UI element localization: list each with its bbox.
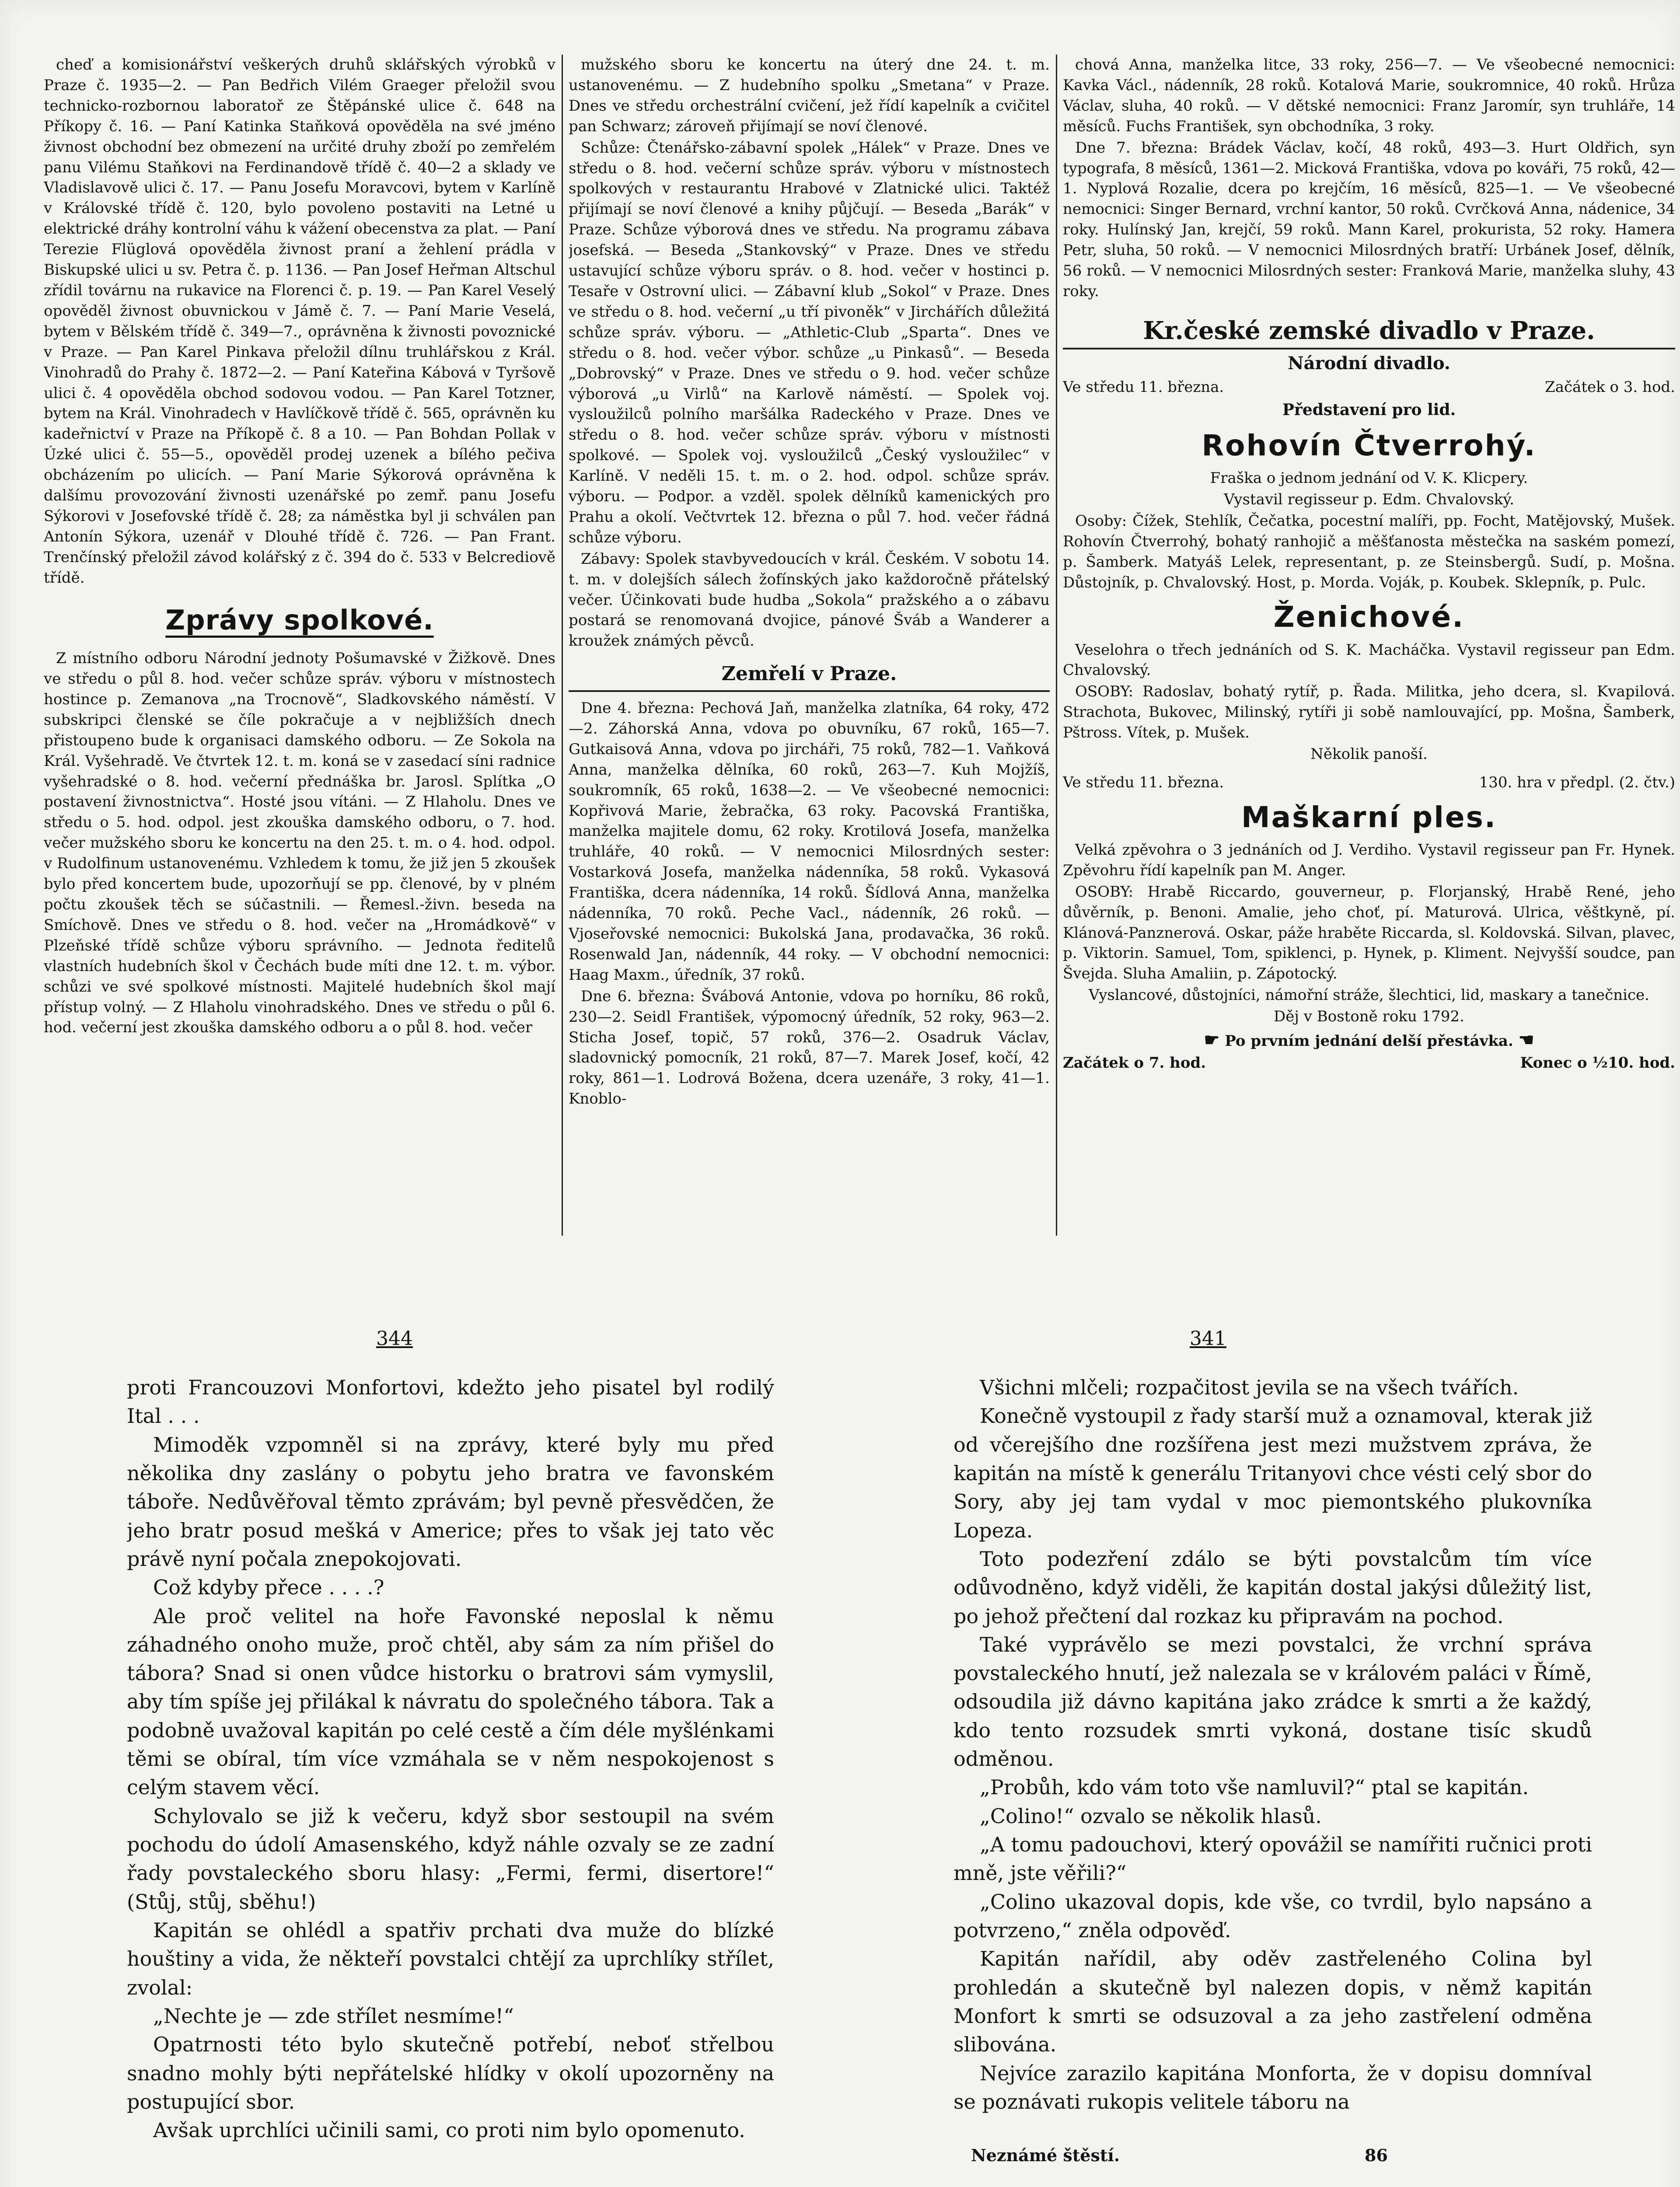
meetings-text: Schůze: Čtenářsko-zábavní spolek „Hálek“ v Praze. Dnes ve středu o 8. hod. večerní schůze správ. výboru v místnostech spolkových v restaurantu Hrabové v Zlatnické ulici. Taktéž přijímají se noví členové a knihy půjčují. — Beseda „Barák“ v Praze. Schůze výborová dnes ve středu. Na programu zábava josefská. — Beseda „Stankovský“ v Praze. Dnes ve středu ustavující schůze výboru správ. o 8. hod. večer v hostinci p. Tesaře v Ostrovní ulici. — Zábavní klub „Sokol“ v Praze. Dnes ve středu o 8. hod. večerní „u tří pivoněk“ v Jirchářích důležitá schůze správ. výboru. — „Athletic-Club „Sparta“. Dnes ve středu o 8. hod. večer výbor. schůze „u Pinkasů“. — Beseda „Dobrovský“ v Praze. Dnes ve středu o 9. hod. večer schůze výborová „u Virlů“ na Karlově náměstí. — Spolek voj. vysloužilců polního maršálka Radeckého v Praze. Dnes ve středu o 8. hod. večer schůze správ. výboru v místnosti spolkové. — Spolek voj. vysloužilců „Český vysloužilec“ v Karlíně. V neděli 15. t. m. o 2. hod. odpol. schůze správ. výboru. — Podpor. a vzděl. spolek dělníků kamenických pro Prahu a okolí. Večtvrtek 12. března o půl 7. hod. večer řádná schůze výboru. bbox=[569, 139, 1050, 546]
play-1-line: Fraška o jednom jednání od V. K. Klicpery. bbox=[1210, 469, 1528, 487]
pointing-hand-icon: ☚ bbox=[1518, 1030, 1534, 1051]
page-number-right: 341 bbox=[1190, 1328, 1226, 1350]
play-1-line: Vystavil regisseur p. Edm. Chvalovský. bbox=[1224, 490, 1514, 508]
performance-date-row bbox=[1063, 377, 1675, 398]
pointing-hand-icon: ☛ bbox=[1204, 1030, 1220, 1051]
column-divider bbox=[1056, 55, 1057, 1236]
play-3-line: Velká zpěvohra o 3 jednáních od J. Verdiho. Vystavil regisseur pan Fr. Hynek. Zpěvohru řídí kapelník pan M. Anger. bbox=[1063, 841, 1675, 879]
play-2-line: OSOBY: Radoslav, bohatý rytíř, p. Řada. Militka, jeho dcera, sl. Kvapilová. Strachota, Bukovec, Milinský, rytíři ji sobě namlouvající, pp. Mošna, Šamberk, Pštross. Vítek, p. Mušek. bbox=[1063, 683, 1675, 742]
intermission-text: Po prvním jednání delší přestávka. bbox=[1225, 1032, 1513, 1050]
novel-paragraph: Mimoděk vzpomněl si na zprávy, které byly mu před několika dny zaslány o pobytu jeho bratra ve favonském táboře. Nedůvěřoval těmto zprávám; byl pevně přesvědčen, že jeho bratr posud mešká v Americe; přes to však jej tato věc právě nyní počala znepokojovati. bbox=[127, 1432, 774, 1571]
deaths-continued: chová Anna, manželka litce, 33 roky, 256—7. — Ve všeobecné nemocnici: Kavka Václ., nádenník, 28 roků. Kotalová Marie, soukromnice, 40 roků. Hrůza Václav, sluha, 40 roků. — V dětské nemocnici: Franz Jaromír, syn truhláře, 14 měsíců. Fuchs František, syn obchodníka, 3 roky. bbox=[1063, 56, 1675, 135]
club-news-text: Z místního odboru Národní jednoty Pošumavské v Žižkově. Dnes ve středu o půl 8. hod. večer schůze správ. výboru v místnostech hostince p. Zemanova „na Trocnově“, Sladkovského náměstí. V subskripci členské se číle pokračuje a v nejbližších dnech přistoupeno bude k organisaci damského odboru. — Ze Sokola na Král. Vyšehradě. Ve čtvrtek 12. t. m. koná se v zasedací síni radnice vyšehradské o 8. hod. večerní přednáška br. Jarosl. Splítka „O postavení živnostnictva“. Hosté jsou vítáni. — Z Hlaholu. Dnes ve středu o 5. hod. odpol. jest zkouška damského odboru, o 7. hod. večer mužského sboru ke koncertu na den 25. t. m. o 4. hod. odpol. v Rudolfinum ustanovenému. Vzhledem k tomu, že již jen 5 zkoušek bylo před koncertem bude, upozorňují se pp. členové, by v plném počtu zkoušek těch se súčastnili. — Řemesl.-živn. beseda na Smíchově. Dnes ve středu o 8. hod. večer na „Hromádkově“ v Plzeňské třídě schůze výboru správního. — Jednota ředitelů vlastních hudebních škol v Čechách bude míti dne 12. t. m. výbor. schůzi ve své spolkové místnosti. Majitelé hudebních škol mají přístup volný. — Z Hlaholu vinohradského. Dnes ve středu o půl 6. hod. večerní jest zkouška damského odboru a o půl 8. hod. večer bbox=[44, 650, 555, 1037]
play-2-line: Veselohra o třech jednáních od S. K. Macháčka. Vystavil regisseur pan Edm. Chvalovský. bbox=[1063, 641, 1675, 679]
novel-column-right bbox=[954, 1373, 1592, 2143]
novel-paragraph: Kapitán nařídil, aby oděv zastřeleného Colina byl prohledán a skutečně byl nalezen dopis, v němž kapitán Monfort k smrti se odsuzoval a za jeho zastřelení odměna slibována. bbox=[954, 1947, 1592, 2057]
play-title-2: Ženichové. bbox=[1273, 600, 1465, 634]
novel-paragraph: „Probůh, kdo vám toto vše namluvil?“ ptal se kapitán. bbox=[980, 1775, 1529, 1799]
novel-column-left bbox=[127, 1373, 774, 2143]
trade-notices: cheď a komisionářství veškerých druhů sklářských výrobků v Praze č. 1935—2. — Pan Bedřich Vilém Graeger přeložil svou technicko-rozbornou laboratoř ze Štěpánské ulice č. 648 na Příkopy č. 16. — Paní Katinka Staňková opověděla na své jméno živnost obchodní bez obmezení na určité druhy zboží po zemřelém panu Vilému Staňkovi na Ferdinandově třídě č. 40—2 a sklady ve Vladislavově ulici č. 17. — Panu Josefu Moravcovi, bytem v Karlíně v Královské třídě č. 120, bylo povoleno postaviti na Letné u elektrické dráhy kontrolní váhu k vážení obecenstva za plat. — Paní Terezie Flüglová opověděla živnost praní a žehlení prádla v Biskupské ulici u sv. Petra č. p. 1136. — Pan Josef Heřman Altschul zřídil továrnu na rukavice na Florenci č. p. 19. — Pan Karel Veselý opověděl živnost obuvnickou v Jámě č. 7. — Paní Marie Veselá, bytem v Bělském třídě č. 349—7., oprávněna k živnosti povoznické v Praze. — Pan Karel Pinkava přeložil dílnu truhlářskou z Král. Vinohradů do Prahy č. 1872—2. — Paní Kateřina Kábová v Tyršově ulici č. 4 opověděla obchod sodovou vodou. — Pan Karel Totzner, bytem na Král. Vinohradech v Havlíčkově třídě č. 565, oprávněn ku kadeřnictví v Praze na Příkopě č. 8 a 10. — Pan Bohdan Pollak v Úzké ulici č. 55—5., opověděl prodej uzenek a bílého pečiva obcházením po ulicích. — Paní Marie Sýkorová oprávněna k dalšímu provozování živnosti uzenářské po zemř. panu Josefu Sýkorovi v Josefovské třídě č. 28; za náměstka byl ji schválen pan Antonín Sýkora, uzenář v Dlouhé třídě č. 726. — Pan Frant. Trenčínský přeložil závod kolářský z č. 394 do č. 533 v Belcrediově třídě. bbox=[44, 56, 555, 587]
top-column-2 bbox=[569, 55, 1050, 1251]
novel-paragraph: Toto podezření zdálo se býti povstalcům tím více odůvodněno, když viděli, že kapitán dostal jakýsi důležitý list, po jehož přečtení dal rozkaz ku připravám na pochod. bbox=[954, 1547, 1592, 1628]
club-news-continued: mužského sboru ke koncertu na úterý dne 24. t. m. ustanovenému. — Z hudebního spolku „Smetana“ v Praze. Dnes ve středu orchestrální cvičení, jež řídí kapelník a cvičitel pan Schwarz; zároveň přijímají se noví členové. bbox=[569, 56, 1050, 135]
play-3-line: Vyslancové, důstojníci, námořní stráže, šlechtici, lid, maskary a tanečnice. bbox=[1089, 986, 1649, 1004]
novel-paragraph: Což kdyby přece . . . .? bbox=[153, 1576, 384, 1600]
novel-paragraph: Kapitán se ohlédl a spatřiv prchati dva muže do blízké houštiny a vida, že někteří povstalci chtějí za uprchlíky střílet, zvolal: bbox=[127, 1918, 774, 1999]
play-3-line: Děj v Bostoně roku 1792. bbox=[1274, 1008, 1464, 1026]
deaths-march-6: Dne 6. března: Švábová Antonie, vdova po horníku, 86 roků, 230—2. Seidl František, výpomocný úředník, 52 roky, 963—2. Sticha Josef, topič, 57 roků, 376—2. Osadruk Václav, sladovnický pomocník, 21 roků, 87—7. Marek Josef, kočí, 42 roky, 861—1. Lodrová Božena, dcera uzenáře, 3 roky, 41—1. Knoblo- bbox=[569, 987, 1050, 1108]
play-1-cast: Osoby: Čížek, Stehlík, Čečatka, pocestní malíři, pp. Focht, Matějovský, Mušek. Rohovín Čtverrohý, bohatý ranhojič a měšťanosta městečka na saském pomezí, p. Šamberk. Matyáš Lelek, representant, p. ze Steinsbergů. Sudí, p. Mošna. Důstojník, p. Chvalovský. Host, p. Morda. Voják, p. Koubek. Sklepník, p. Pulc. bbox=[1063, 512, 1675, 591]
start-time: Začátek o 7. hod. bbox=[1063, 1054, 1206, 1072]
performance-date-row-2 bbox=[1063, 772, 1675, 793]
section-heading-deaths: Zemřelí v Praze. bbox=[569, 661, 1050, 692]
performance-note: Představení pro lid. bbox=[1282, 401, 1456, 419]
performance-date-2: Ve středu 11. března. bbox=[1063, 773, 1224, 791]
novel-paragraph: Nejvíce zarazilo kapitána Monforta, že v dopisu domníval se poznávati rukopis velitele táboru na bbox=[954, 2061, 1592, 2114]
end-time: Konec o ½10. hod. bbox=[1520, 1054, 1675, 1072]
times-row bbox=[1063, 1053, 1675, 1073]
novel-paragraph: Také vyprávělo se mezi povstalci, že vrchní správa povstaleckého hnutí, jež nalezala se v královém paláci v Římě, odsoudila již dávno kapitána jako zrádce k smrti a že každý, kdo tento rozsudek smrti vykoná, dostane tisíc skudů odměnou. bbox=[954, 1632, 1592, 1771]
novel-footer-number: 86 bbox=[1365, 2145, 1388, 2165]
top-column-3 bbox=[1063, 55, 1675, 1251]
novel-footer-title: Neznámé štěstí. bbox=[971, 2145, 1120, 2165]
play-title-1: Rohovín Čtverrohý. bbox=[1201, 428, 1537, 462]
intermission-note bbox=[1063, 1028, 1675, 1052]
performance-start: Začátek o 3. hod. bbox=[1545, 378, 1675, 396]
section-heading-club-news: Zprávy spolkové. bbox=[165, 604, 434, 636]
subscription-note: 130. hra v předpl. (2. čtv.) bbox=[1479, 773, 1675, 791]
novel-paragraph: Schylovalo se již k večeru, když sbor sestoupil na svém pochodu do údolí Amasenského, když náhle ozvaly se ze zadní řady povstaleckého sboru hlasy: „Fermi, fermi, disertore!“ (Stůj, stůj, sběhu!) bbox=[127, 1804, 774, 1914]
novel-paragraph: Ale proč velitel na hoře Favonské neposlal k němu záhadného onoho muže, proč chtěl, aby sám za ním přišel do tábora? Snad si onen vůdce historku o bratrovi sám vymyslil, aby tím spíše jej přilákal k návratu do společného tábora. Tak a podobně uvažoval kapitán po celé cestě a čím déle myšlénkami těmi se obíral, tím více vzmáhala se v něm nespokojenost s celým stavem věcí. bbox=[127, 1604, 774, 1799]
entertainment-text: Zábavy: Spolek stavbyvedoucích v král. Českém. V sobotu 14. t. m. v dolejších sálech žofínských jako každoročně přátelský večer. Účinkovati bude hudba „Sokola“ pražského a o zábavu postará se renomovaná dvojice, pánové Šváb a Wanderer a kroužek známých pěvců. bbox=[569, 550, 1050, 650]
top-column-1 bbox=[44, 55, 555, 1251]
novel-paragraph: „A tomu padouchovi, který opovážil se namířiti ručnici proti mně, jste věřili?“ bbox=[954, 1833, 1592, 1885]
play-title-3: Maškarní ples. bbox=[1241, 800, 1497, 834]
play-2-line: Několik panoší. bbox=[1310, 745, 1428, 763]
novel-paragraph: Všichni mlčeli; rozpačitost jevila se na všech tvářích. bbox=[980, 1376, 1519, 1399]
page-number-left: 344 bbox=[376, 1328, 413, 1350]
theatre-heading: Kr.české zemské divadlo v Praze. bbox=[1063, 314, 1675, 349]
novel-paragraph: Avšak uprchlíci učinili sami, co proti nim bylo opomenuto. bbox=[153, 2118, 745, 2142]
novel-paragraph: „Nechte je — zde střílet nesmíme!“ bbox=[153, 2004, 514, 2028]
deaths-march-7: Dne 7. března: Brádek Václav, kočí, 48 roků, 493—3. Hurt Oldřich, syn typografa, 8 měsíců, 1361—2. Micková Františka, vdova po kováři, 75 roků, 42—1. Nyplová Rozalie, dcera po krejčím, 16 měsíců, 825—1. — Ve všeobecné nemocnici: Singer Bernard, vrchní kantor, 50 roků. Cvrčková Anna, nádenice, 34 roky. Hulínský Jan, krejčí, 59 roků. Mann Karel, prokurista, 52 roky. Hamera Petr, sluha, 50 roků. — V nemocnici Milosrdných bratří: Urbánek Josef, dělník, 56 roků. — V nemocnici Milosrdných sester: Franková Marie, manželka sluhy, 43 roky. bbox=[1063, 139, 1675, 300]
novel-paragraph: Konečně vystoupil z řady starší muž a oznamoval, kterak již od včerejšího dne rozšířena jest mezi mužstvem zpráva, že kapitán na místě k generálu Tritanyovi chce vésti celý sbor do Sory, aby jej tam vydal v moc piemontského plukovníka Lopeza. bbox=[954, 1404, 1592, 1542]
column-divider bbox=[562, 55, 563, 1236]
novel-paragraph: „Colino!“ ozvalo se několik hlasů. bbox=[980, 1804, 1322, 1828]
novel-paragraph: „Colino ukazoval dopis, kde vše, co tvrdil, bylo napsáno a potvrzeno,“ zněla odpověď. bbox=[954, 1890, 1592, 1942]
novel-paragraph: Opatrnosti této bylo skutečně potřebí, neboť střelbou snadno mohly býti nepřátelské hlídky v okolí upozorněny na postupující sbor. bbox=[127, 2033, 774, 2114]
performance-date: Ve středu 11. března. bbox=[1063, 378, 1224, 396]
theatre-subheading: Národní divadlo. bbox=[1288, 353, 1450, 374]
novel-paragraph: proti Francouzovi Monfortovi, kdežto jeho pisatel byl rodilý Ital . . . bbox=[127, 1376, 774, 1428]
play-3-line: OSOBY: Hrabě Riccardo, gouverneur, p. Florjanský, Hrabě René, jeho důvěrník, p. Benoni. Amalie, jeho choť, pí. Maturová. Ulrica, věštkyně, pí. Klánová-Panznerová. Oskar, páže hraběte Riccarda, sl. Koldovská. Silvan, plavec, p. Viktorin. Samuel, Tom, spiklenci, p. Hynek, p. Kliment. Nejvyšší soudce, pan Švejda. Sluha Amaliin, p. Zápotocký. bbox=[1063, 883, 1675, 983]
deaths-march-4: Dne 4. března: Pechová Jaň, manželka zlatníka, 64 roky, 472—2. Záhorská Anna, vdova po obuvníku, 67 roků, 165—7. Gutkaisová Anna, vdova po jircháři, 75 roků, 782—1. Vaňková Anna, manželka dělníka, 60 roků, 263—7. Kuh Mojžíš, soukromník, 65 roků, 1638—2. — Ve všeobecné nemocnici: Kopřivová Marie, žebračka, 63 roky. Pacovská Františka, manželka majitele domu, 62 roky. Krotilová Josefa, manželka truhláře, 40 roků. — V nemocnici Milosrdných sester: Vostarková Josefa, manželka nádenníka, 58 roků. Vykasová Františka, dcera nádenníka, 14 roků. Šídlová Anna, manželka nádenníka, 70 roků. Peche Vacl., nádenník, 26 roků. — Vjoseřovské nemocnici: Bukolská Jana, prodavačka, 36 roků. Rosenwald Jan, nádenník, 44 roky. — V obchodní nemocnici: Haag Maxm., úředník, 37 roků. bbox=[569, 699, 1050, 984]
